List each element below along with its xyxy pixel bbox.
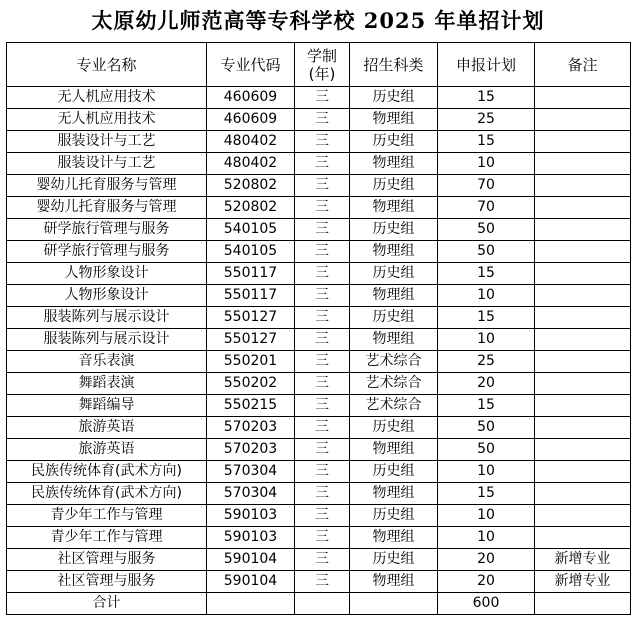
cell-category: 物理组 [350, 571, 438, 593]
cell-name: 无人机应用技术 [7, 87, 207, 109]
cell-duration: 三 [295, 307, 350, 329]
cell-code: 550201 [207, 351, 295, 373]
table-row [7, 153, 631, 175]
cell-note [535, 307, 631, 329]
cell-note [535, 197, 631, 219]
cell-category: 物理组 [350, 483, 438, 505]
cell-code: 550215 [207, 395, 295, 417]
cell-note: 新增专业 [535, 549, 631, 571]
cell-category: 物理组 [350, 109, 438, 131]
cell-category: 历史组 [350, 263, 438, 285]
cell-duration: 三 [295, 219, 350, 241]
cell-category: 历史组 [350, 417, 438, 439]
total-plan: 600 [438, 593, 535, 615]
cell-duration: 三 [295, 153, 350, 175]
cell-duration: 三 [295, 263, 350, 285]
cell-name: 服装设计与工艺 [7, 131, 207, 153]
table-row [7, 175, 631, 197]
page-title: 太原幼儿师范高等专科学校 2025 年单招计划 [91, 8, 545, 33]
cell-code: 550117 [207, 263, 295, 285]
cell-code: 460609 [207, 109, 295, 131]
table-row [7, 461, 631, 483]
cell-plan: 20 [438, 373, 535, 395]
cell-name: 舞蹈编导 [7, 395, 207, 417]
cell-note [535, 373, 631, 395]
header-category: 招生科类 [350, 43, 438, 87]
cell-note: 新增专业 [535, 571, 631, 593]
cell-duration: 三 [295, 505, 350, 527]
cell-note [535, 505, 631, 527]
cell-plan: 10 [438, 329, 535, 351]
cell-name: 旅游英语 [7, 439, 207, 461]
cell-plan: 10 [438, 153, 535, 175]
cell-code: 550127 [207, 329, 295, 351]
cell-name: 社区管理与服务 [7, 549, 207, 571]
cell-name: 研学旅行管理与服务 [7, 241, 207, 263]
cell-code: 590103 [207, 505, 295, 527]
table-row [7, 307, 631, 329]
cell-code: 570304 [207, 461, 295, 483]
cell-duration: 三 [295, 461, 350, 483]
cell-duration: 三 [295, 395, 350, 417]
cell-duration: 三 [295, 417, 350, 439]
cell-plan: 70 [438, 175, 535, 197]
cell-code: 570203 [207, 417, 295, 439]
cell-name: 青少年工作与管理 [7, 527, 207, 549]
cell-name: 服装陈列与展示设计 [7, 307, 207, 329]
cell-note [535, 131, 631, 153]
cell-duration: 三 [295, 483, 350, 505]
cell-name: 服装陈列与展示设计 [7, 329, 207, 351]
cell-note [535, 351, 631, 373]
cell-note [535, 439, 631, 461]
cell-code: 590104 [207, 571, 295, 593]
table-row [7, 505, 631, 527]
cell-plan: 15 [438, 307, 535, 329]
table-row [7, 219, 631, 241]
cell-category: 物理组 [350, 153, 438, 175]
cell-category: 历史组 [350, 87, 438, 109]
cell-plan: 20 [438, 571, 535, 593]
cell-code: 550202 [207, 373, 295, 395]
cell-category: 历史组 [350, 131, 438, 153]
cell-duration: 三 [295, 351, 350, 373]
cell-note [535, 153, 631, 175]
cell-code: 540105 [207, 219, 295, 241]
header-duration-line2: (年) [308, 64, 336, 83]
cell-category: 艺术综合 [350, 395, 438, 417]
cell-name: 人物形象设计 [7, 263, 207, 285]
table-total-row [7, 593, 631, 615]
table-body [7, 87, 631, 593]
total-duration [295, 593, 350, 615]
table-row [7, 285, 631, 307]
table-row [7, 131, 631, 153]
cell-plan: 25 [438, 351, 535, 373]
cell-name: 婴幼儿托育服务与管理 [7, 197, 207, 219]
cell-code: 550127 [207, 307, 295, 329]
cell-code: 570304 [207, 483, 295, 505]
cell-duration: 三 [295, 175, 350, 197]
cell-name: 民族传统体育(武术方向) [7, 461, 207, 483]
cell-note [535, 241, 631, 263]
cell-category: 物理组 [350, 197, 438, 219]
table-row [7, 241, 631, 263]
cell-note [535, 417, 631, 439]
cell-category: 物理组 [350, 285, 438, 307]
cell-note [535, 483, 631, 505]
cell-plan: 20 [438, 549, 535, 571]
cell-name: 人物形象设计 [7, 285, 207, 307]
cell-plan: 10 [438, 285, 535, 307]
cell-duration: 三 [295, 197, 350, 219]
cell-note [535, 263, 631, 285]
cell-code: 520802 [207, 197, 295, 219]
cell-duration: 三 [295, 241, 350, 263]
cell-note [535, 175, 631, 197]
cell-note [535, 219, 631, 241]
cell-name: 青少年工作与管理 [7, 505, 207, 527]
table-row [7, 263, 631, 285]
cell-name: 服装设计与工艺 [7, 153, 207, 175]
table-row [7, 549, 631, 571]
total-note [535, 593, 631, 615]
cell-duration: 三 [295, 373, 350, 395]
cell-note [535, 329, 631, 351]
cell-code: 540105 [207, 241, 295, 263]
table-row [7, 527, 631, 549]
cell-duration: 三 [295, 109, 350, 131]
cell-note [535, 527, 631, 549]
table-row [7, 439, 631, 461]
table-row [7, 417, 631, 439]
cell-note [535, 109, 631, 131]
header-plan: 申报计划 [438, 43, 535, 87]
table-row [7, 571, 631, 593]
cell-category: 物理组 [350, 329, 438, 351]
table-row [7, 395, 631, 417]
cell-category: 历史组 [350, 461, 438, 483]
cell-plan: 50 [438, 219, 535, 241]
header-name: 专业名称 [7, 43, 207, 87]
cell-plan: 10 [438, 505, 535, 527]
cell-name: 研学旅行管理与服务 [7, 219, 207, 241]
cell-plan: 25 [438, 109, 535, 131]
cell-plan: 70 [438, 197, 535, 219]
cell-name: 无人机应用技术 [7, 109, 207, 131]
cell-plan: 15 [438, 483, 535, 505]
cell-category: 物理组 [350, 439, 438, 461]
cell-duration: 三 [295, 285, 350, 307]
table-row [7, 351, 631, 373]
total-category [350, 593, 438, 615]
cell-name: 音乐表演 [7, 351, 207, 373]
cell-note [535, 87, 631, 109]
header-code: 专业代码 [207, 43, 295, 87]
cell-code: 480402 [207, 131, 295, 153]
enrollment-plan-table [6, 42, 631, 615]
cell-note [535, 395, 631, 417]
cell-code: 590103 [207, 527, 295, 549]
table-row [7, 87, 631, 109]
cell-name: 婴幼儿托育服务与管理 [7, 175, 207, 197]
cell-duration: 三 [295, 571, 350, 593]
cell-plan: 15 [438, 263, 535, 285]
header-duration [295, 43, 350, 87]
cell-code: 480402 [207, 153, 295, 175]
header-duration-line1: 学制 [306, 46, 337, 65]
cell-code: 550117 [207, 285, 295, 307]
cell-plan: 10 [438, 461, 535, 483]
total-code [207, 593, 295, 615]
table-row [7, 109, 631, 131]
cell-plan: 10 [438, 527, 535, 549]
cell-name: 民族传统体育(武术方向) [7, 483, 207, 505]
cell-category: 历史组 [350, 549, 438, 571]
cell-code: 520802 [207, 175, 295, 197]
table-row [7, 197, 631, 219]
cell-category: 艺术综合 [350, 351, 438, 373]
cell-category: 物理组 [350, 241, 438, 263]
cell-duration: 三 [295, 131, 350, 153]
cell-category: 艺术综合 [350, 373, 438, 395]
cell-plan: 15 [438, 395, 535, 417]
cell-name: 舞蹈表演 [7, 373, 207, 395]
table-row [7, 483, 631, 505]
cell-plan: 15 [438, 87, 535, 109]
cell-code: 460609 [207, 87, 295, 109]
cell-category: 历史组 [350, 505, 438, 527]
cell-plan: 50 [438, 417, 535, 439]
cell-code: 570203 [207, 439, 295, 461]
table-header-row [7, 43, 631, 87]
cell-category: 物理组 [350, 527, 438, 549]
cell-code: 590104 [207, 549, 295, 571]
cell-note [535, 285, 631, 307]
total-label: 合计 [7, 593, 207, 615]
table-row [7, 329, 631, 351]
cell-note [535, 461, 631, 483]
cell-category: 历史组 [350, 307, 438, 329]
cell-duration: 三 [295, 329, 350, 351]
cell-name: 旅游英语 [7, 417, 207, 439]
header-note: 备注 [535, 43, 631, 87]
cell-name: 社区管理与服务 [7, 571, 207, 593]
cell-plan: 50 [438, 439, 535, 461]
cell-duration: 三 [295, 527, 350, 549]
cell-plan: 50 [438, 241, 535, 263]
cell-category: 历史组 [350, 219, 438, 241]
cell-duration: 三 [295, 87, 350, 109]
cell-plan: 15 [438, 131, 535, 153]
cell-category: 历史组 [350, 175, 438, 197]
cell-duration: 三 [295, 439, 350, 461]
cell-duration: 三 [295, 549, 350, 571]
table-row [7, 373, 631, 395]
